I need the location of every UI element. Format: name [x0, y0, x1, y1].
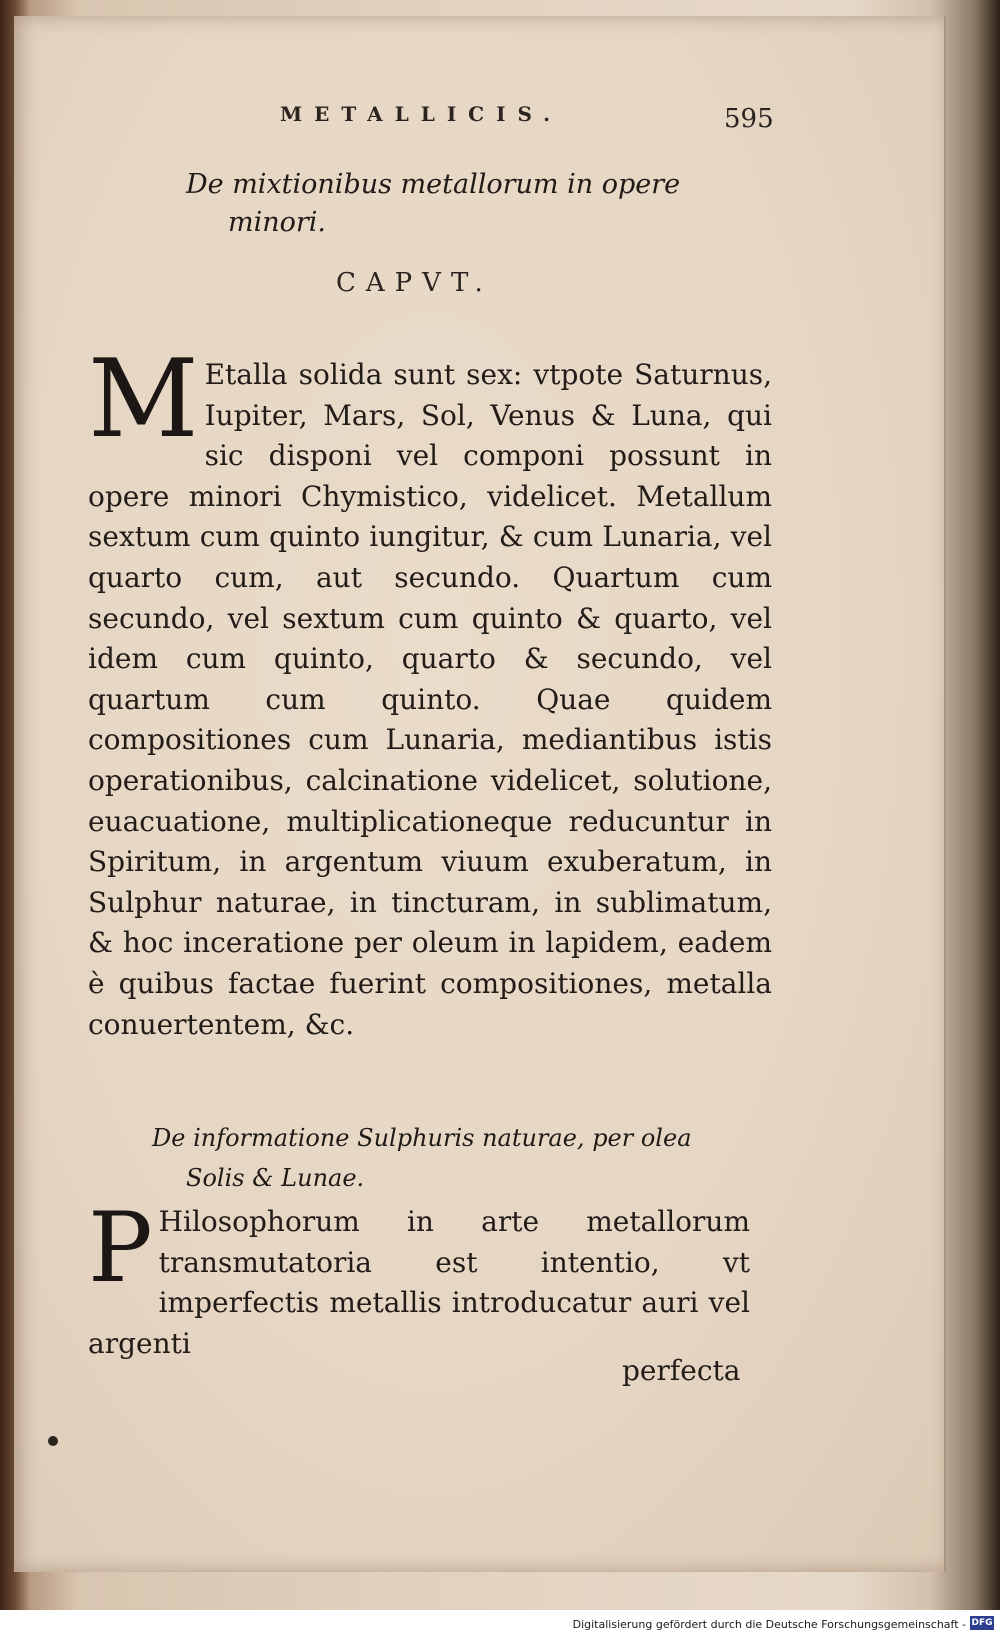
- heading-line: Solis & Lunae.: [186, 1164, 365, 1192]
- page-number: 595: [724, 104, 774, 134]
- footer-credit: Digitalisierung gefördert durch die Deutsche Forschungsgemeinschaft -: [572, 1618, 966, 1631]
- paragraph-philosophorum: [88, 1192, 750, 1364]
- drop-cap: M: [88, 337, 199, 462]
- ink-mark: [48, 1436, 58, 1446]
- heading-line: De informatione Sulphuris naturae, per olea: [152, 1124, 692, 1152]
- paragraph-metalla: [88, 337, 772, 1045]
- paragraph-text: Hilosophorum in arte metallorum transmutatoria est intentio, vt imperfectis metallis introducatur auri vel argenti: [88, 1205, 750, 1360]
- paragraph-text: Etalla solida sunt sex: vtpote Saturnus, Iupiter, Mars, Sol, Venus & Luna, qui sic disponi vel componi possunt in opere minori Chymistico, videlicet. Metallum sextum cum quinto iungitur, & cum Lunaria, vel quarto cum, aut secundo. Quartum cum secundo, vel sextum cum quinto & quarto, vel idem cum quinto, quarto & secundo, vel quartum cum quinto. Quae quidem compositiones cum Lunaria, mediantibus istis operationibus, calcinatione videlicet, solutione, euacuatione, multiplicationeque reducuntur in Spiritum, in argentum viuum exuberatum, in Sulphur naturae, in tincturam, in sublimatum, & hoc inceratione per oleum in lapidem, eadem è quibus factae fuerint compositiones, metalla conuertentem, &c.: [88, 358, 772, 1041]
- drop-cap: P: [88, 1192, 153, 1304]
- catchword: perfecta: [622, 1354, 741, 1387]
- running-head: METALLICIS.: [280, 102, 563, 126]
- heading-line: De mixtionibus metallorum in opere: [186, 169, 681, 200]
- dfg-logo: DFG: [971, 1618, 993, 1628]
- section-heading-mixtionibus: [186, 166, 706, 242]
- section-heading-informatione: [152, 1118, 712, 1198]
- chapter-label: CAPVT.: [336, 268, 493, 298]
- heading-line: minori.: [228, 207, 327, 238]
